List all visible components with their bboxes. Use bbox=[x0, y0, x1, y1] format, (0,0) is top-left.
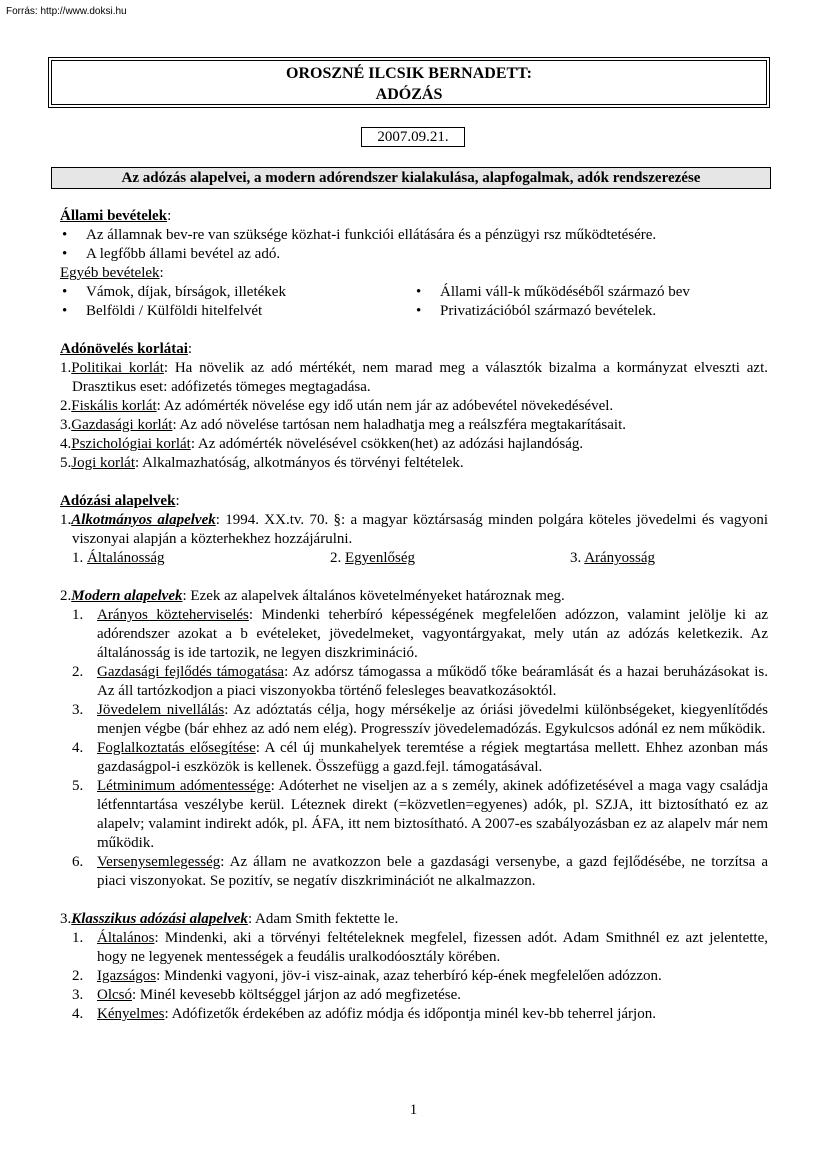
item-text: : Az adóztatás célja, hogy mérsékelje az óriási jövedelmi különbségeket, kiegyenlítődés menjen végbe (bár ehhez az adó nem elég). Progresszív jövedelemadózás. Egykulcsos adónál ez nem működik. bbox=[97, 702, 768, 737]
modern-item bbox=[60, 853, 768, 891]
modern-principles-list bbox=[60, 606, 768, 891]
bullet-item: • Állami váll-k működéséből származó bev bbox=[414, 283, 768, 302]
item-number: 2. bbox=[60, 398, 72, 414]
item-text: : Az adó növelése tartósan nem haladhatja meg a reálszféra megtakarításait. bbox=[172, 417, 627, 433]
item-number: 4. bbox=[60, 436, 72, 452]
item-term: Olcsó bbox=[97, 987, 132, 1003]
tax-limits-list bbox=[60, 359, 768, 473]
limit-item bbox=[60, 359, 768, 397]
item-text: : Mindenki teherbíró képességének megfelelően adózzon, valamint jelölje ki az adórendszer azokat a b evételeket, jövedelmeket, vagyontárgyakat, mely után az adózás keletkezik. Az általánosság is ide tartozik, ne legyen diszkrimináció. bbox=[97, 607, 768, 661]
item-number: 2. bbox=[72, 664, 84, 680]
item-number: 4. bbox=[72, 740, 84, 756]
limit-item bbox=[60, 435, 768, 454]
item-term: Fiskális korlát bbox=[71, 398, 157, 414]
item-number: 1. bbox=[60, 360, 72, 376]
section-heading-state-revenue: Állami bevételek: bbox=[60, 208, 172, 224]
page-number: 1 bbox=[409, 1102, 418, 1118]
item-number: 6. bbox=[72, 854, 84, 870]
item-text: : Az állam ne avatkozzon bele a gazdasági versenybe, a gazd fejlődésébe, ne torzítsa a piaci viszonyokat. Se pozitív, se negatív diszkriminációt ne alkalmazzon. bbox=[97, 854, 768, 889]
item-term: Politikai korlát bbox=[71, 360, 164, 376]
item-text: : Minél kevesebb költséggel járjon az adó megfizetése. bbox=[132, 987, 462, 1003]
principle-item: 1. Általánosság bbox=[72, 550, 165, 566]
modern-principles-heading: 2.Modern alapelvek: Ezek az alapelvek általános követelményeket határoznak meg. bbox=[60, 588, 565, 604]
classic-item bbox=[60, 929, 768, 967]
bullet-item: • Belföldi / Külföldi hitelfelvét bbox=[60, 302, 414, 321]
item-number: 1. bbox=[72, 607, 84, 623]
item-text: : Az adómérték növelése egy idő után nem jár az adóbevétel növekedésével. bbox=[156, 398, 614, 414]
item-term: Létminimum adómentessége bbox=[97, 778, 271, 794]
item-number: 3. bbox=[72, 702, 84, 718]
item-number: 3. bbox=[60, 417, 72, 433]
modern-item bbox=[60, 777, 768, 853]
classic-principles-heading: 3.Klasszikus adózási alapelvek: Adam Smith fektette le. bbox=[60, 911, 399, 927]
item-term: Általános bbox=[97, 930, 155, 946]
limit-item bbox=[60, 397, 768, 416]
item-term: Jogi korlát bbox=[71, 455, 135, 471]
limit-item bbox=[60, 416, 768, 435]
item-term: Pszichológiai korlát bbox=[71, 436, 191, 452]
subheading-other-revenue: Egyéb bevételek: bbox=[60, 265, 164, 281]
item-term: Igazságos bbox=[97, 968, 157, 984]
document-body bbox=[60, 207, 768, 1024]
principle-item: 2. Egyenlőség bbox=[330, 550, 415, 566]
item-term: Jövedelem nivellálás bbox=[97, 702, 225, 718]
item-text: : Adófizetők érdekében az adófiz módja és időpontja minél kev-bb teherrel járjon. bbox=[164, 1006, 656, 1022]
item-term: Foglalkoztatás elősegítése bbox=[97, 740, 256, 756]
item-term: Gazdasági fejlődés támogatása bbox=[97, 664, 285, 680]
item-text: : Mindenki, aki a törvényi feltételeknek megfelel, fizessen adót. Adam Smithnél ez azt jelentette, hogy ne legyenek mentességek a feudális uralkodóosztály körében. bbox=[97, 930, 768, 965]
modern-item bbox=[60, 739, 768, 777]
bullet-item: • Privatizációból származó bevételek. bbox=[414, 302, 768, 321]
source-url: Forrás: http://www.doksi.hu bbox=[6, 6, 127, 17]
document-date: 2007.09.21. bbox=[361, 127, 465, 147]
item-number: 1. bbox=[72, 930, 84, 946]
modern-item bbox=[60, 701, 768, 739]
classic-item bbox=[60, 1005, 768, 1024]
item-term: Arányos közteherviselés bbox=[97, 607, 249, 623]
bullet-item: • Az államnak bev-re van szüksége közhat-i funkciói ellátására és a pénzügyi rsz működtetésére. bbox=[60, 226, 768, 245]
section-heading-tax-principles: Adózási alapelvek: bbox=[60, 493, 180, 509]
item-number: 2. bbox=[72, 968, 84, 984]
classic-item bbox=[60, 986, 768, 1005]
item-text: : Ha növelik az adó mértékét, nem marad meg a választók bizalma a kormányzat elveszti azt. Drasztikus eset: adófizetés tömeges megtagadása. bbox=[72, 360, 768, 395]
title-author: OROSZNÉ ILCSIK BERNADETT: bbox=[286, 65, 532, 82]
item-number: 3. bbox=[72, 987, 84, 1003]
constitutional-principles: 1.Alkotmányos alapelvek: 1994. XX.tv. 70. §: a magyar köztársaság minden polgára köteles jövedelmi és vagyoni viszonyai alapján a közterhekhez hozzájárulni. bbox=[60, 512, 769, 547]
item-text: : Adóterhet ne viseljen az a s zemély, akinek adófizetésével a maga vagy családja létfenntartása veszélybe kerül. Léteznek direkt (=közvetlen=egyenes) adók, pl. SZJA, itt biztosítható ez az alapelv; valamint indirekt adók, pl. ÁFA, itt nem biztosítható. A 2007-es szabályozásban ez az alapelv már nem működik. bbox=[97, 778, 768, 851]
section-heading-tax-limits: Adónövelés korlátai: bbox=[60, 341, 193, 357]
item-term: Gazdasági korlát bbox=[71, 417, 173, 433]
modern-item bbox=[60, 663, 768, 701]
limit-item bbox=[60, 454, 768, 473]
constitutional-principles-list bbox=[60, 549, 768, 568]
item-text: : Az adómérték növelésével csökken(het) az adózási hajlandóság. bbox=[190, 436, 584, 452]
item-number: 4. bbox=[72, 1006, 84, 1022]
classic-item bbox=[60, 967, 768, 986]
item-number: 5. bbox=[72, 778, 84, 794]
item-term: Versenysemlegesség bbox=[97, 854, 221, 870]
revenue-columns bbox=[60, 283, 768, 321]
principle-item: 3. Arányosság bbox=[570, 550, 656, 566]
item-text: : Alkalmazhatóság, alkotmányos és törvényi feltételek. bbox=[135, 455, 464, 471]
item-text: : A cél új munkahelyek teremtése a régiek megtartása mellett. Ehhez azonban más gazdaságpol-i eszközök is kellenek. Összefügg a gazd.fejl. támogatásával. bbox=[97, 740, 769, 775]
bullet-item: • A legfőbb állami bevétel az adó. bbox=[60, 245, 768, 264]
item-term: Kényelmes bbox=[97, 1006, 165, 1022]
classic-principles-list bbox=[60, 929, 768, 1024]
title-subject: ADÓZÁS bbox=[375, 86, 443, 103]
topic-banner: Az adózás alapelvei, a modern adórendszer kialakulása, alapfogalmak, adók rendszerezése bbox=[51, 167, 771, 189]
document-title bbox=[51, 60, 767, 105]
bullet-item: • Vámok, díjak, bírságok, illetékek bbox=[60, 283, 414, 302]
modern-item bbox=[60, 606, 768, 663]
item-number: 5. bbox=[60, 455, 72, 471]
item-text: : Az adórsz támogassa a működő tőke beáramlását és a hazai beruházásokat is. Az áll tartózkodjon a piaci viszonyokba történő felesleges beavatkozásoktól. bbox=[97, 664, 769, 699]
item-text: : Mindenki vagyoni, jöv-i visz-ainak, azaz teherbíró kép-ének megfelelően adózzon. bbox=[156, 968, 662, 984]
